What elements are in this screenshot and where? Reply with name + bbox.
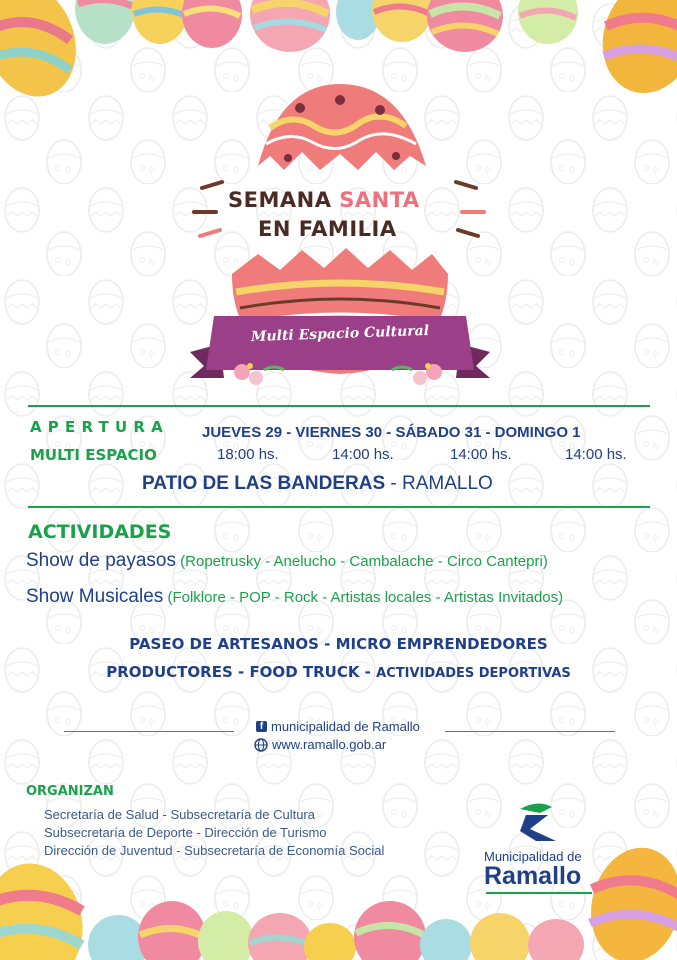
title-word-semana: SEMANA [228, 188, 332, 212]
activities-heading: ACTIVIDADES [28, 521, 172, 543]
opening-label: APERTURA [30, 418, 169, 436]
time-2: 14:00 hs. [332, 446, 394, 463]
activity-clowns-detail: (Ropetrusky - Anelucho - Cambalache - Circo Cantepri) [176, 553, 548, 570]
day-1: JUEVES 29 [202, 424, 283, 441]
facebook-handle: municipalidad de Ramallo [271, 719, 420, 734]
activity-music-detail: (Folklore - POP - Rock - Artistas locales - Artistas Invitados) [163, 589, 564, 606]
organizer-line-1: Secretaría de Salud - Subsecretaría de Cultura [44, 807, 315, 822]
activity-music [26, 586, 563, 608]
highlight-line-2 [0, 663, 677, 681]
organizers-heading: ORGANIZAN [26, 784, 114, 799]
time-1: 18:00 hs. [217, 446, 279, 463]
activity-music-title: Show Musicales [26, 586, 164, 607]
activity-clowns-title: Show de payasos [26, 550, 176, 571]
time-4: 14:00 hs. [565, 446, 627, 463]
globe-icon [254, 738, 268, 752]
day-2: VIERNES 30 [295, 424, 383, 441]
ramallo-logo-icon [516, 801, 560, 843]
contact-rule-left [64, 731, 234, 732]
venue-name: PATIO DE LAS BANDERAS [142, 473, 386, 494]
highlight-line-1: PASEO DE ARTESANOS - MICRO EMPRENDEDORES [129, 635, 548, 653]
day-separator: - [481, 424, 495, 441]
day-4: DOMINGO 1 [494, 424, 581, 441]
venue-city: - RAMALLO [385, 473, 493, 494]
website-url: www.ramallo.gob.ar [272, 737, 387, 752]
opening-days [202, 424, 581, 441]
day-separator: - [382, 424, 396, 441]
title-word-santa: SANTA [339, 188, 420, 212]
website-link[interactable] [254, 737, 386, 752]
activity-clowns [26, 550, 548, 572]
facebook-link[interactable] [256, 719, 420, 734]
ribbon-text: Multi Espacio Cultural [250, 322, 430, 346]
contact-rule-right [445, 731, 615, 732]
logo-underline [486, 892, 592, 894]
highlight-line-2a: PRODUCTORES - FOOD TRUCK - [106, 663, 377, 681]
event-title-line-1 [228, 188, 458, 212]
day-separator: - [282, 424, 296, 441]
facebook-icon: f [256, 721, 267, 732]
organizer-line-3: Dirección de Juventud - Subsecretaría de Economía Social [44, 843, 385, 858]
organizer-line-2: Subsecretaría de Deporte - Dirección de Turismo [44, 825, 327, 840]
logo-line-2: Ramallo [484, 862, 582, 890]
highlight-line-2b: ACTIVIDADES DEPORTIVAS [376, 666, 571, 681]
divider-top [28, 405, 650, 407]
logo-line-1: Municipalidad de [484, 849, 582, 864]
opening-sublabel: MULTI ESPACIO [30, 446, 157, 464]
divider-bottom [28, 506, 650, 508]
time-3: 14:00 hs. [450, 446, 512, 463]
event-title-line-2: EN FAMILIA [258, 217, 397, 241]
day-3: SÁBADO 31 [395, 424, 482, 441]
venue [142, 473, 493, 495]
